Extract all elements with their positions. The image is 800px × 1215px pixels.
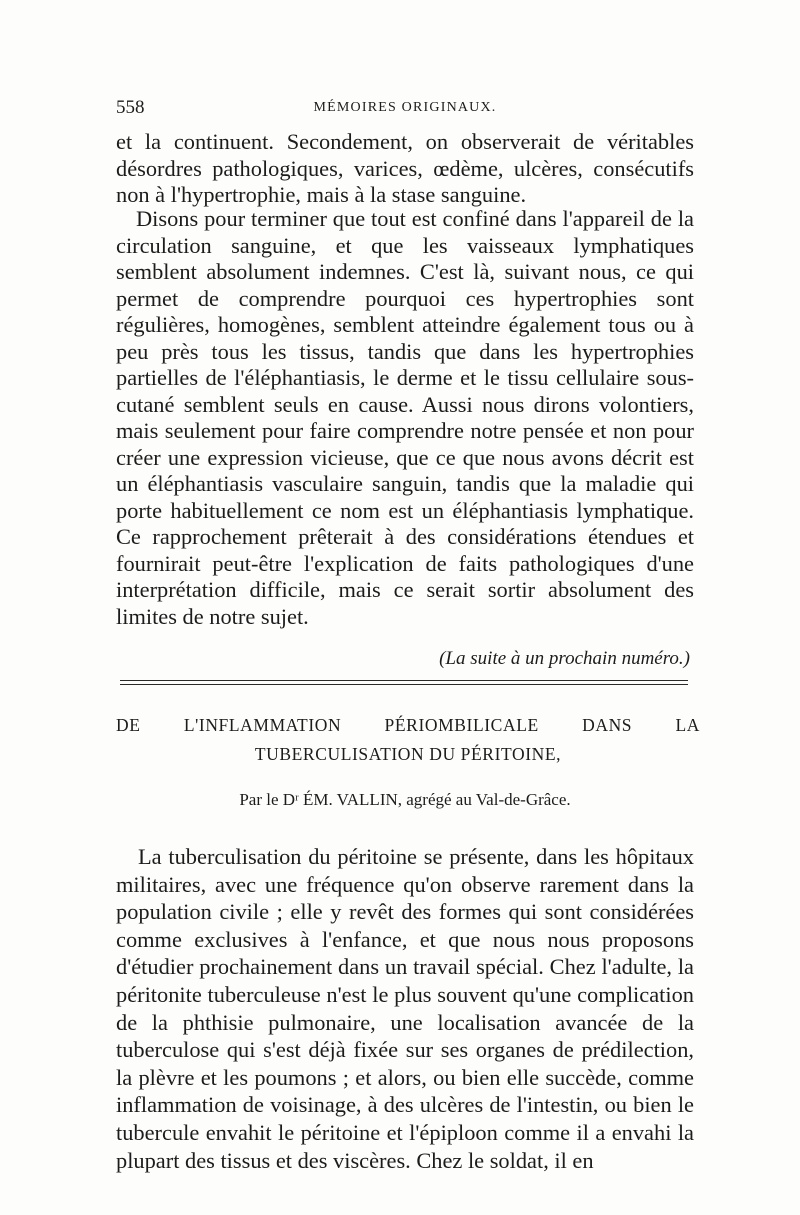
article-byline: Par le Dʳ ÉM. VALLIN, agrégé au Val-de-Grâce. — [239, 790, 571, 809]
section-divider-top — [120, 680, 688, 681]
continuation-note: (La suite à un prochain numéro.) — [439, 648, 690, 669]
paragraph-continuation: et la continuent. Secondement, on observerait de véritables désordres pathologiques, varices, œdème, ulcères, consécutifs non à l'hypertrophie, mais à la stase sanguine. — [116, 129, 694, 207]
section-divider-bottom — [120, 684, 688, 685]
paragraph-conclusion: Disons pour terminer que tout est confiné dans l'appareil de la circulation sanguine, et que les vaisseaux lymphatiques semblent absolument indemnes. C'est là, suivant nous, ce qui permet de comprendre pourquoi ces hypertrophies sont régulières, homogènes, semblent atteindre également tous ou à peu près tous les tissus, tandis que dans les hypertrophies partielles de l'éléphantiasis, le derme et le tissu cellulaire sous-cutané semblent seuls en cause. Aussi nous dirons volontiers, mais seulement pour faire comprendre notre pensée et non pour créer une expression vicieuse, que ce que nous avons décrit est un éléphantiasis vasculaire sanguin, tandis que la maladie qui porte habituellement ce nom est un éléphantiasis lymphatique. Ce rapprochement prêterait à des considérations étendues et fournirait peut-être l'explication de faits pathologiques d'une interprétation difficile, mais ce serait sortir absolument des limites de notre sujet. — [116, 206, 694, 629]
article-title: DE L'INFLAMMATION PÉRIOMBILICALE DANS LA TUBERCULISATION DU PÉRITOINE, — [116, 715, 700, 764]
page-number: 558 — [116, 97, 145, 118]
article-first-paragraph: La tuberculisation du péritoine se présente, dans les hôpitaux militaires, avec une fréquence qu'on observe rarement dans la population civile ; elle y revêt des formes qui sont considérées comme exclusives à l'enfance, et que nous nous proposons d'étudier prochainement dans un travail spécial. Chez l'adulte, la péritonite tuberculeuse n'est le plus souvent qu'une complication de la phthisie pulmonaire, une localisation avancée de la tuberculose qui s'est déjà fixée sur ses organes de prédilection, la plèvre et les poumons ; et alors, ou bien elle succède, comme inflammation de voisinage, à des ulcères de l'intestin, ou bien le tubercule envahit le péritoine et l'épiploon comme il a envahi la plupart des tissus et des viscères. Chez le soldat, il en — [116, 844, 694, 1173]
running-head: MÉMOIRES ORIGINAUX. — [313, 100, 497, 115]
page-header — [116, 97, 694, 121]
